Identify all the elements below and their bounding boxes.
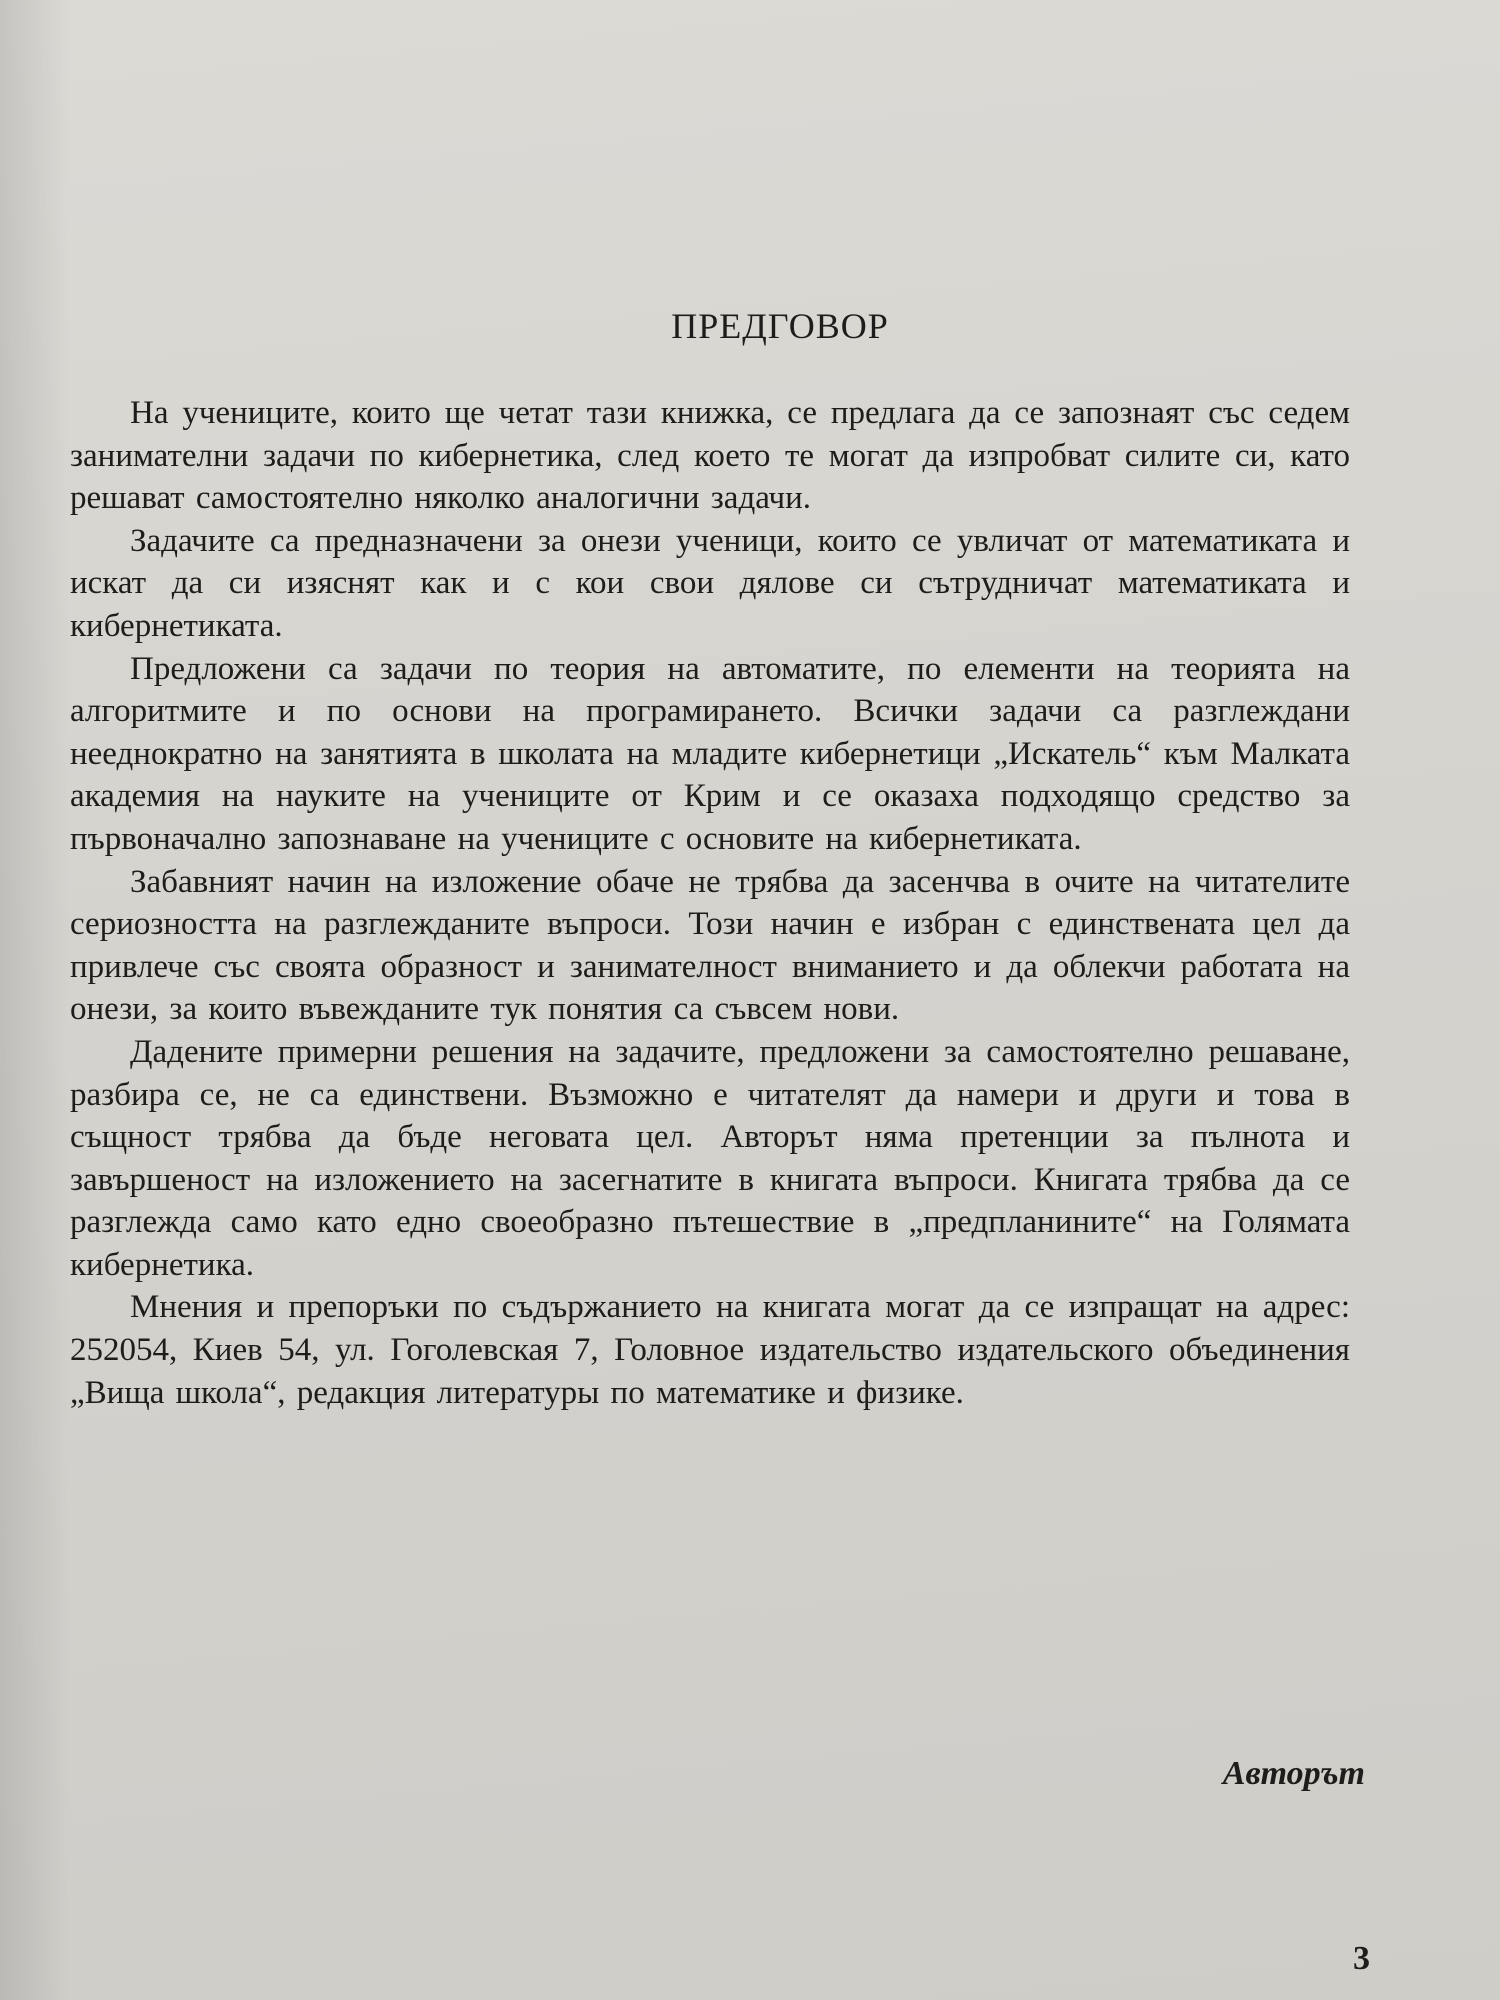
author-signature: Авторът [1222,1755,1365,1792]
preface-body [70,392,1350,1414]
paragraph-4: Забавният начин на изложение обаче не трябва да засенчва в очите на читателите сериозността на разглежданите въпроси. Този начин е избран с единствената цел да привлече със своята образност и занимателност вниманието и да облекчи работата на онези, за които въвежданите тук понятия са съвсем нови. [70,863,1350,1028]
paragraph-5: Дадените примерни решения на задачите, предложени за самостоятелно решаване, разбира се, не са единствени. Възможно е читателят да намери и други и това в същност трябва да бъде неговата цел. Авторът няма претенции за пълнота и завършеност на изложението на засегнатите в книгата въпроси. Книгата трябва да се разглежда само като едно своеобразно пътешествие в „предпланините“ на Голямата кибернетика. [70,1033,1350,1283]
paragraph-6: Мнения и препоръки по съдържанието на книгата могат да се изпращат на адрес: 252054, Киев 54, ул. Гоголевская 7, Головное издательство издательского объединения „Вища школа“, редакция литературы по математике и физике. [70,1289,1350,1411]
page-number: 3 [1353,1940,1370,1977]
paragraph-3: Предложени са задачи по теория на автоматите, по елементи на теорията на алгоритмите и по основи на програмирането. Всички задачи са разглеждани нееднократно на занятията в школата на младите кибернетици „Искатель“ към Малката академия на науките на учениците от Крим и се оказаха подходящо средство за първоначално запознаване на учениците с основите на кибернетиката. [70,650,1350,857]
paragraph-2: Задачите са предназначени за онези ученици, които се увличат от математиката и искат да си изяснят как и с кои свои дялове си сътрудничат математиката и кибернетиката. [70,522,1350,644]
page-title: ПРЕДГОВОР [671,306,889,346]
spine-shadow [0,0,70,2000]
paragraph-1: На учениците, които ще четат тази книжка, се предлага да се запознаят със седем занимателни задачи по кибернетика, след което те могат да изпробват силите си, като решават самостоятелно няколко аналогични задачи. [70,395,1350,517]
